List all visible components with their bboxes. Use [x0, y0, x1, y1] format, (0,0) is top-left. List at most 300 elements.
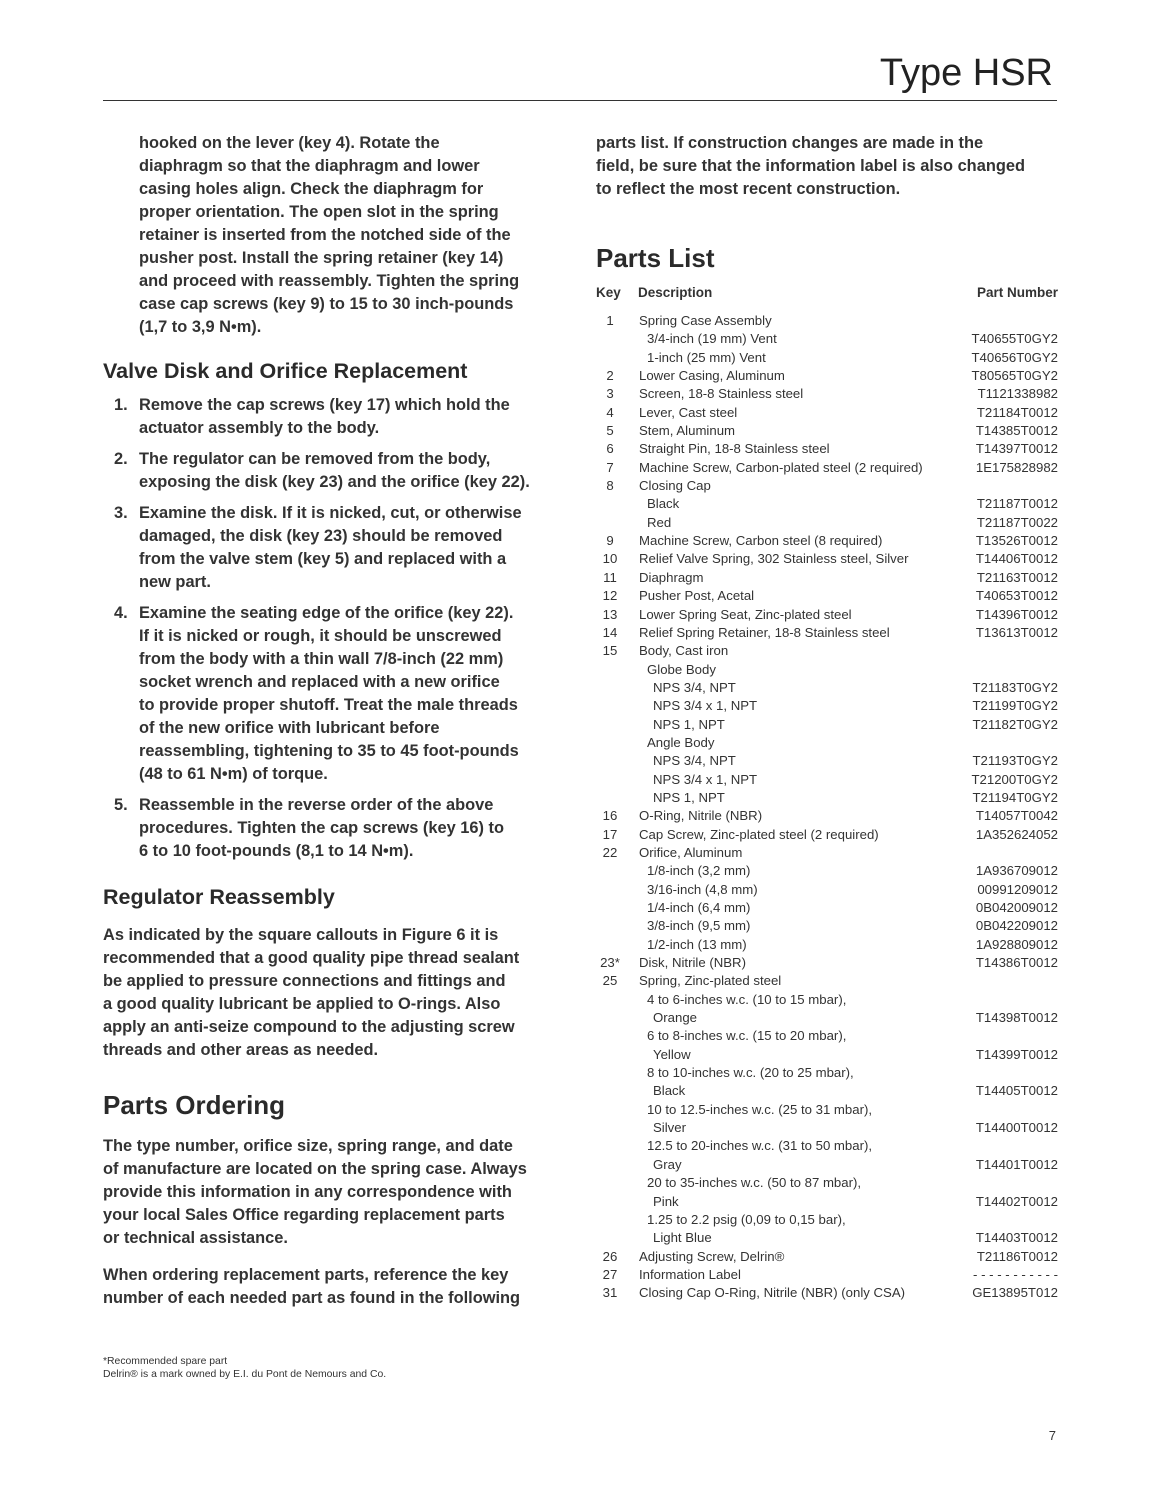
- step-item: [103, 448, 568, 494]
- part-description: 1.25 to 2.2 psig (0,09 to 0,15 bar),: [647, 1211, 846, 1227]
- part-number: T21193T0GY2: [972, 753, 1058, 769]
- text-line: your local Sales Office regarding replacement parts: [103, 1206, 505, 1224]
- cell-gap: [624, 807, 639, 825]
- part-key: [596, 1082, 624, 1100]
- part-key: 14: [602, 624, 618, 640]
- part-number: T40655T0GY2: [971, 331, 1058, 347]
- parts-row: [596, 624, 1058, 642]
- part-key: 7: [606, 459, 614, 475]
- part-number: T40656T0GY2: [971, 349, 1058, 365]
- part-key: [596, 881, 624, 899]
- header-rule: [103, 100, 1057, 101]
- cell-gap: [624, 1009, 639, 1027]
- step-text-line: Examine the seating edge of the orifice (key 22).: [139, 604, 514, 622]
- part-description: 8 to 10-inches w.c. (20 to 25 mbar),: [647, 1065, 854, 1081]
- part-number: T21199T0GY2: [972, 698, 1058, 714]
- cell-gap: [624, 422, 639, 440]
- part-key: [596, 917, 624, 935]
- text-line: recommended that a good quality pipe thread sealant: [103, 949, 520, 967]
- cell-gap: [624, 734, 639, 752]
- reassembly-paragraph: [103, 924, 568, 1062]
- step-item: [103, 602, 568, 786]
- part-number: [948, 1064, 1058, 1082]
- part-description: Silver: [653, 1120, 686, 1136]
- part-number: T14397T0012: [975, 441, 1058, 457]
- part-number: [948, 991, 1058, 1009]
- part-number: T13526T0012: [975, 533, 1058, 549]
- parts-row: [596, 862, 1058, 880]
- part-key: 2: [606, 368, 614, 384]
- part-number: T14057T0042: [975, 808, 1058, 824]
- step-text-line: Examine the disk. If it is nicked, cut, or otherwise: [139, 504, 522, 522]
- parts-table-header: [596, 282, 1058, 302]
- text-line: of manufacture are located on the spring case. Always: [103, 1160, 527, 1178]
- text-line: be applied to pressure connections and fittings and: [103, 972, 506, 990]
- part-description: NPS 3/4 x 1, NPT: [653, 698, 758, 714]
- cell-gap: [624, 1193, 639, 1211]
- parts-row: [596, 587, 1058, 605]
- part-description: Cap Screw, Zinc-plated steel (2 required): [639, 826, 879, 842]
- part-key: 13: [602, 606, 618, 622]
- part-number: T21187T0012: [976, 496, 1058, 512]
- part-key: [596, 1101, 624, 1119]
- part-description: 3/4-inch (19 mm) Vent: [647, 331, 777, 347]
- part-description: Orifice, Aluminum: [639, 844, 743, 860]
- cell-gap: [624, 899, 639, 917]
- part-number: 1A936709012: [975, 863, 1058, 879]
- cell-gap: [624, 1064, 639, 1082]
- part-key: 25: [602, 973, 618, 989]
- parts-row: [596, 807, 1058, 825]
- part-number: [948, 1211, 1058, 1229]
- part-number: T14386T0012: [975, 955, 1058, 971]
- part-description: 1/2-inch (13 mm): [647, 936, 747, 952]
- part-description: Pink: [653, 1193, 679, 1209]
- intro-paragraph: [103, 132, 568, 339]
- parts-row: [596, 697, 1058, 715]
- part-number: T21200T0GY2: [971, 771, 1058, 787]
- cell-gap: [624, 1119, 639, 1137]
- part-description: Light Blue: [653, 1230, 712, 1246]
- step-text-line: to provide proper shutoff. Treat the male threads: [139, 696, 518, 714]
- step-number: 2.: [114, 450, 128, 468]
- text-line: The type number, orifice size, spring range, and date: [103, 1137, 513, 1155]
- parts-row: [596, 514, 1058, 532]
- part-description: Straight Pin, 18-8 Stainless steel: [639, 441, 830, 457]
- part-number: T21194T0GY2: [972, 789, 1058, 805]
- part-number: T14396T0012: [975, 606, 1058, 622]
- part-key: [596, 771, 624, 789]
- part-description: Machine Screw, Carbon-plated steel (2 required): [639, 459, 923, 475]
- parts-row: [596, 881, 1058, 899]
- cell-gap: [624, 1156, 639, 1174]
- cell-gap: [624, 569, 639, 587]
- text-line: threads and other areas as needed.: [103, 1041, 379, 1059]
- part-key: 3: [606, 386, 614, 402]
- step-text-line: from the body with a thin wall 7/8-inch (22 mm): [139, 650, 504, 668]
- step-number: 4.: [114, 604, 128, 622]
- part-description: Closing Cap O-Ring, Nitrile (NBR) (only CSA): [639, 1285, 906, 1301]
- part-number: 1A352624052: [975, 826, 1058, 842]
- part-description: Orange: [653, 1010, 697, 1026]
- text-line: or technical assistance.: [103, 1229, 288, 1247]
- step-number: 1.: [114, 396, 128, 414]
- part-number: [948, 312, 1058, 330]
- part-number: [948, 1174, 1058, 1192]
- cell-gap: [624, 1284, 639, 1302]
- text-line: casing holes align. Check the diaphragm for: [139, 180, 484, 198]
- part-number: 00991209012: [977, 881, 1058, 897]
- part-description: Angle Body: [647, 734, 715, 750]
- parts-row: [596, 972, 1058, 990]
- step-text-line: Remove the cap screws (key 17) which hold the: [139, 396, 510, 414]
- part-description: Lower Spring Seat, Zinc-plated steel: [639, 606, 852, 622]
- step-text-line: of the new orifice with lubricant before: [139, 719, 440, 737]
- part-description: Spring Case Assembly: [639, 313, 772, 328]
- text-line: proper orientation. The open slot in the spring: [139, 203, 499, 221]
- part-number: 1A928809012: [975, 936, 1058, 952]
- cell-gap: [624, 752, 639, 770]
- part-description: 1-inch (25 mm) Vent: [647, 349, 766, 365]
- part-key: [596, 991, 624, 1009]
- part-description: Globe Body: [647, 661, 716, 677]
- parts-row: [596, 661, 1058, 679]
- part-number: [948, 1027, 1058, 1045]
- part-key: 8: [606, 478, 614, 494]
- ordering-paragraph-1: [103, 1135, 568, 1250]
- part-description: Stem, Aluminum: [639, 423, 736, 439]
- part-number: T14398T0012: [975, 1010, 1058, 1026]
- step-text-line: The regulator can be removed from the body,: [139, 450, 491, 468]
- part-description: NPS 3/4, NPT: [653, 753, 736, 769]
- text-line: diaphragm so that the diaphragm and lower: [139, 157, 480, 175]
- parts-row: [596, 404, 1058, 422]
- part-number: [948, 972, 1058, 990]
- text-line: a good quality lubricant be applied to O-rings. Also: [103, 995, 501, 1013]
- part-key: [596, 697, 624, 715]
- cell-gap: [624, 1101, 639, 1119]
- part-description: 1/8-inch (3,2 mm): [647, 863, 751, 879]
- part-key: [596, 661, 624, 679]
- parts-row: [596, 642, 1058, 660]
- part-number: T21182T0GY2: [972, 716, 1058, 732]
- part-key: [596, 1009, 624, 1027]
- cell-gap: [624, 1046, 639, 1064]
- text-line: and proceed with reassembly. Tighten the spring: [139, 272, 520, 290]
- cell-gap: [624, 1248, 639, 1266]
- part-description: Diaphragm: [639, 569, 704, 585]
- cell-gap: [624, 771, 639, 789]
- part-description: 6 to 8-inches w.c. (15 to 20 mbar),: [647, 1028, 847, 1044]
- part-key: [596, 349, 624, 367]
- parts-row: [596, 569, 1058, 587]
- part-number: T14401T0012: [975, 1156, 1058, 1172]
- part-number: T14402T0012: [975, 1193, 1058, 1209]
- part-key: 4: [606, 404, 614, 420]
- part-number: T14385T0012: [975, 423, 1058, 439]
- cell-gap: [624, 862, 639, 880]
- part-description: NPS 3/4, NPT: [653, 679, 736, 695]
- part-description: Information Label: [639, 1266, 741, 1282]
- part-number: T14400T0012: [975, 1120, 1058, 1136]
- part-description: NPS 1, NPT: [653, 716, 725, 732]
- part-key: 16: [602, 808, 618, 824]
- cell-gap: [624, 550, 639, 568]
- part-key: [596, 679, 624, 697]
- parts-row: [596, 385, 1058, 403]
- part-description: Adjusting Screw, Delrin®: [639, 1248, 785, 1264]
- part-key: 9: [606, 533, 614, 549]
- part-number: T14403T0012: [975, 1230, 1058, 1246]
- cell-gap: [624, 789, 639, 807]
- part-number: T14399T0012: [975, 1046, 1058, 1062]
- parts-row: [596, 1137, 1058, 1155]
- footnotes: [103, 1355, 386, 1381]
- part-number: GE13895T012: [972, 1285, 1058, 1301]
- valve-steps-list: [103, 394, 568, 863]
- part-description: 10 to 12.5-inches w.c. (25 to 31 mbar),: [647, 1101, 873, 1117]
- step-number: 5.: [114, 796, 128, 814]
- part-description: Lever, Cast steel: [639, 404, 738, 420]
- cell-gap: [624, 477, 639, 495]
- step-text-line: damaged, the disk (key 23) should be removed: [139, 527, 503, 545]
- cell-gap: [624, 385, 639, 403]
- step-text-line: from the valve stem (key 5) and replaced with a: [139, 550, 507, 568]
- part-number: T14405T0012: [975, 1083, 1058, 1099]
- part-number: T13613T0012: [975, 624, 1058, 640]
- step-text-line: new part.: [139, 573, 211, 591]
- cell-gap: [624, 349, 639, 367]
- text-line: field, be sure that the information label is also changed: [596, 157, 1025, 175]
- part-key: 5: [606, 423, 614, 439]
- part-description: Disk, Nitrile (NBR): [639, 955, 746, 971]
- parts-row: [596, 459, 1058, 477]
- cell-gap: [624, 1027, 639, 1045]
- parts-row: [596, 330, 1058, 348]
- step-text-line: 6 to 10 foot-pounds (8,1 to 14 N•m).: [139, 842, 414, 860]
- cell-gap: [624, 440, 639, 458]
- footnote-spare: *Recommended spare part: [103, 1356, 228, 1367]
- part-key: 10: [602, 551, 618, 567]
- part-key: 22: [602, 844, 618, 860]
- cell-gap: [624, 697, 639, 715]
- step-text-line: actuator assembly to the body.: [139, 419, 380, 437]
- parts-row: [596, 422, 1058, 440]
- step-number: 3.: [114, 504, 128, 522]
- cell-gap: [624, 1211, 639, 1229]
- cell-gap: [624, 1174, 639, 1192]
- step-text-line: If it is nicked or rough, it should be unscrewed: [139, 627, 502, 645]
- part-description: Pusher Post, Acetal: [639, 588, 755, 604]
- step-item: [103, 794, 568, 863]
- parts-row: [596, 440, 1058, 458]
- cell-gap: [624, 1229, 639, 1247]
- part-number: - - - - - - - - - - -: [973, 1266, 1058, 1282]
- part-key: 23*: [600, 955, 620, 971]
- part-key: 12: [602, 588, 618, 604]
- part-number: T21163T0012: [976, 569, 1058, 585]
- part-number: [948, 1101, 1058, 1119]
- part-number: T21184T0012: [976, 404, 1058, 420]
- cell-gap: [624, 330, 639, 348]
- part-description: Black: [647, 496, 680, 512]
- part-key: 17: [602, 826, 618, 842]
- parts-row: [596, 1009, 1058, 1027]
- part-key: [596, 495, 624, 513]
- cell-gap: [624, 495, 639, 513]
- part-description: Machine Screw, Carbon steel (8 required): [639, 533, 883, 549]
- step-text-line: Reassemble in the reverse order of the above: [139, 796, 494, 814]
- parts-row: [596, 1027, 1058, 1045]
- parts-row: [596, 1193, 1058, 1211]
- cell-gap: [624, 716, 639, 734]
- cell-gap: [624, 404, 639, 422]
- parts-row: [596, 1266, 1058, 1284]
- part-key: 1: [606, 313, 614, 328]
- parts-row: [596, 1248, 1058, 1266]
- cell-gap: [624, 642, 639, 660]
- cell-gap: [624, 844, 639, 862]
- part-description: Screen, 18-8 Stainless steel: [639, 386, 804, 402]
- parts-row: [596, 532, 1058, 550]
- cell-gap: [624, 954, 639, 972]
- part-number: T14406T0012: [975, 551, 1058, 567]
- parts-row: [596, 550, 1058, 568]
- text-line: As indicated by the square callouts in Figure 6 it is: [103, 926, 499, 944]
- parts-row: [596, 1174, 1058, 1192]
- part-key: [596, 862, 624, 880]
- part-key: [596, 936, 624, 954]
- part-key: [596, 514, 624, 532]
- part-key: [596, 752, 624, 770]
- right-intro-paragraph: [596, 132, 1058, 201]
- cell-gap: [624, 917, 639, 935]
- part-number: T1121338982: [977, 386, 1058, 402]
- right-column: [596, 132, 1058, 1303]
- part-key: 31: [602, 1285, 618, 1301]
- text-line: apply an anti-seize compound to the adjusting screw: [103, 1018, 515, 1036]
- footnote-delrin: Delrin® is a mark owned by E.I. du Pont de Nemours and Co.: [103, 1369, 387, 1380]
- parts-row: [596, 1229, 1058, 1247]
- cell-gap: [624, 367, 639, 385]
- valve-disk-heading: Valve Disk and Orifice Replacement: [103, 359, 468, 383]
- parts-list-heading: Parts List: [596, 243, 715, 273]
- part-description: Red: [647, 514, 672, 530]
- part-key: 6: [606, 441, 614, 457]
- part-description: Black: [653, 1083, 686, 1099]
- cell-gap: [624, 459, 639, 477]
- ordering-paragraph-2: [103, 1264, 568, 1310]
- part-description: NPS 3/4 x 1, NPT: [653, 771, 758, 787]
- part-key: [596, 1174, 624, 1192]
- text-line: When ordering replacement parts, reference the key: [103, 1266, 509, 1284]
- parts-row: [596, 1101, 1058, 1119]
- parts-row: [596, 991, 1058, 1009]
- part-description: Spring, Zinc-plated steel: [639, 973, 782, 989]
- text-line: hooked on the lever (key 4). Rotate the: [139, 134, 440, 152]
- cell-gap: [624, 661, 639, 679]
- cell-gap: [624, 881, 639, 899]
- parts-row: [596, 734, 1058, 752]
- parts-row: [596, 477, 1058, 495]
- part-number: [948, 1137, 1058, 1155]
- part-key: [596, 1156, 624, 1174]
- parts-row: [596, 1064, 1058, 1082]
- step-text-line: exposing the disk (key 23) and the orifice (key 22).: [139, 473, 530, 491]
- part-description: O-Ring, Nitrile (NBR): [639, 808, 763, 824]
- parts-row: [596, 606, 1058, 624]
- cell-gap: [624, 624, 639, 642]
- cell-gap: [624, 587, 639, 605]
- step-item: [103, 394, 568, 440]
- parts-row: [596, 789, 1058, 807]
- reassembly-heading: Regulator Reassembly: [103, 885, 335, 909]
- part-number: T80565T0GY2: [971, 368, 1058, 384]
- parts-row: [596, 1211, 1058, 1229]
- text-line: case cap screws (key 9) to 15 to 30 inch-pounds: [139, 295, 514, 313]
- cell-gap: [624, 972, 639, 990]
- text-line: parts list. If construction changes are made in the: [596, 134, 984, 152]
- part-key: [596, 1137, 624, 1155]
- part-number: T21186T0012: [976, 1248, 1058, 1264]
- parts-row: [596, 312, 1058, 330]
- part-key: 26: [602, 1248, 618, 1264]
- part-description: Gray: [653, 1156, 682, 1172]
- part-description: 3/8-inch (9,5 mm): [647, 918, 751, 934]
- part-description: Relief Valve Spring, 302 Stainless steel, Silver: [639, 551, 909, 567]
- cell-gap: [624, 514, 639, 532]
- part-description: Relief Spring Retainer, 18-8 Stainless steel: [639, 624, 890, 640]
- part-description: Lower Casing, Aluminum: [639, 368, 785, 384]
- parts-table-body: [596, 312, 1058, 1303]
- parts-row: [596, 1284, 1058, 1302]
- part-key: 27: [602, 1266, 618, 1282]
- part-description: 3/16-inch (4,8 mm): [647, 881, 758, 897]
- text-line: to reflect the most recent construction.: [596, 180, 901, 198]
- parts-row: [596, 826, 1058, 844]
- cell-gap: [624, 679, 639, 697]
- text-line: retainer is inserted from the notched side of the: [139, 226, 511, 244]
- part-key: [596, 899, 624, 917]
- parts-row: [596, 367, 1058, 385]
- part-key: [596, 1027, 624, 1045]
- part-number: T40653T0012: [975, 588, 1058, 604]
- part-key: [596, 789, 624, 807]
- col-description: Description: [638, 284, 713, 300]
- part-description: Closing Cap: [639, 478, 711, 494]
- part-key: 15: [602, 643, 618, 659]
- text-line: number of each needed part as found in the following: [103, 1289, 521, 1307]
- part-number: 1E175828982: [975, 459, 1058, 475]
- part-description: 20 to 35-inches w.c. (50 to 87 mbar),: [647, 1175, 862, 1191]
- step-text-line: (48 to 61 N•m) of torque.: [139, 765, 328, 783]
- part-number: T21183T0GY2: [972, 679, 1058, 695]
- text-line: (1,7 to 3,9 N•m).: [139, 318, 262, 336]
- cell-gap: [624, 312, 639, 330]
- part-number: [948, 844, 1058, 862]
- cell-gap: [624, 1082, 639, 1100]
- parts-row: [596, 752, 1058, 770]
- parts-row: [596, 936, 1058, 954]
- parts-row: [596, 954, 1058, 972]
- parts-row: [596, 349, 1058, 367]
- col-part-number: Part Number: [976, 284, 1058, 300]
- part-key: [596, 1064, 624, 1082]
- parts-row: [596, 844, 1058, 862]
- part-description: 1/4-inch (6,4 mm): [647, 900, 751, 915]
- part-number: T21187T0022: [976, 514, 1058, 530]
- part-key: [596, 1193, 624, 1211]
